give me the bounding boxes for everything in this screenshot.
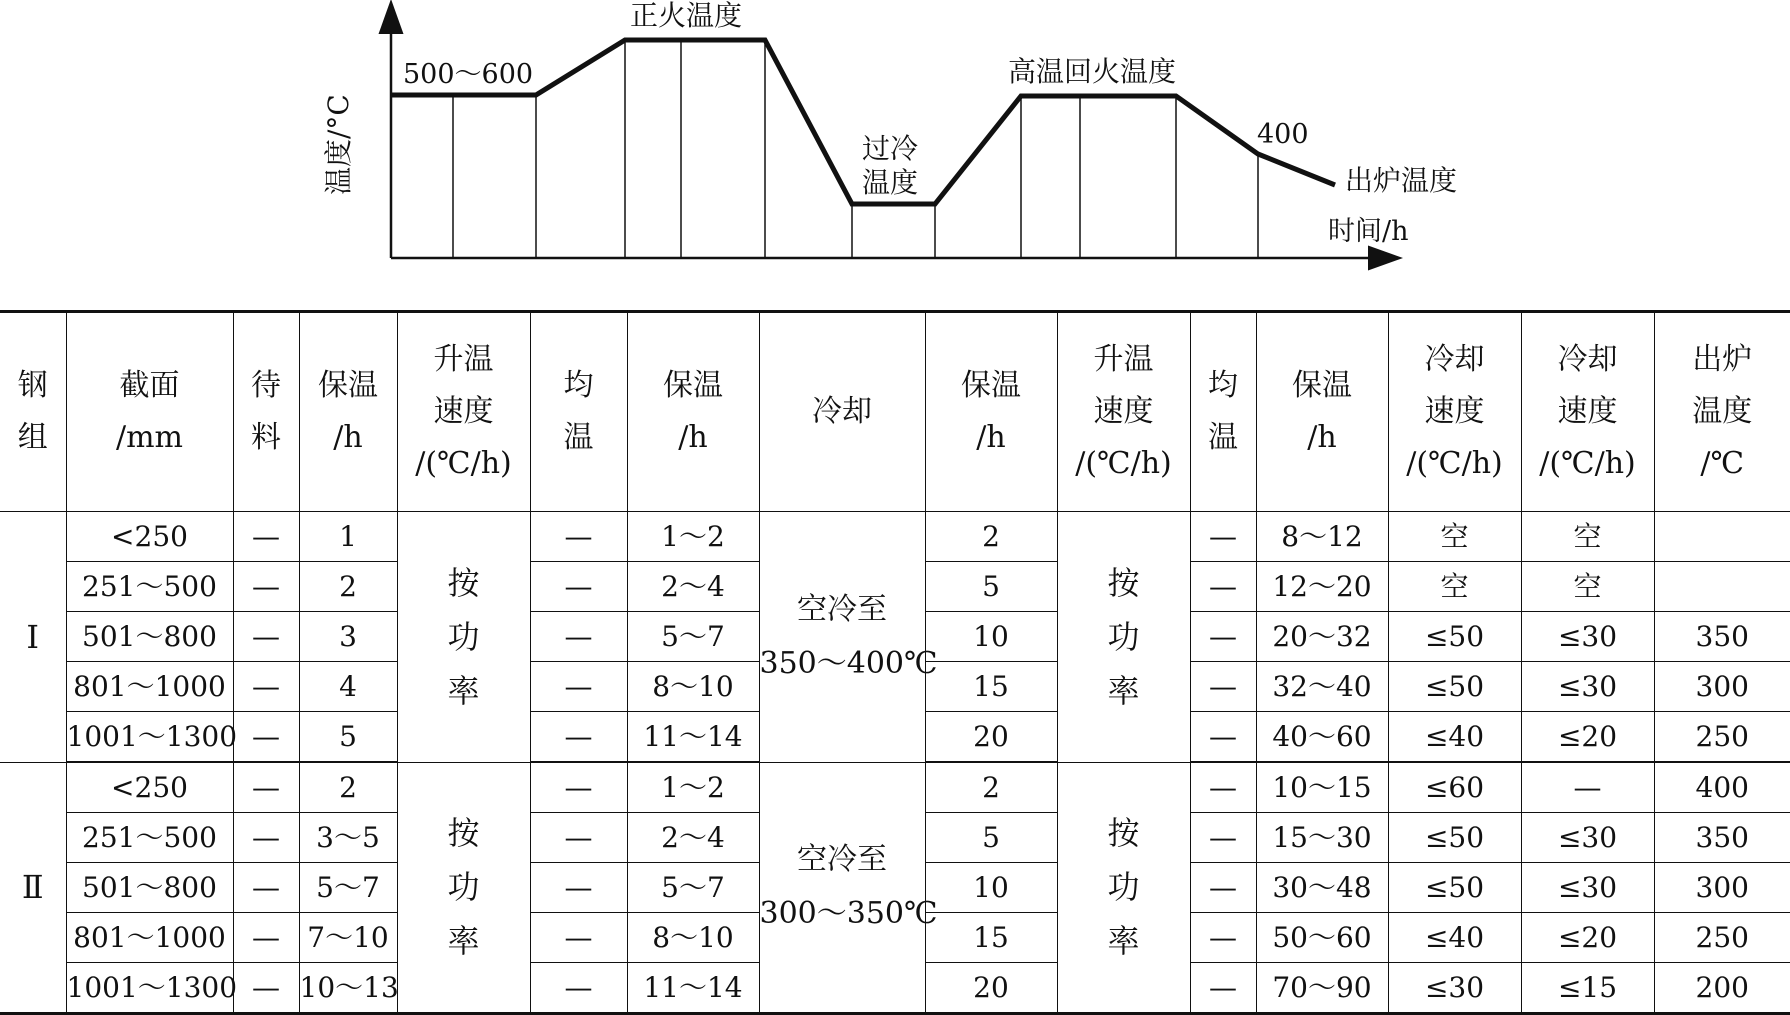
header-cell-line: 温度 (1655, 386, 1790, 438)
header-cell-line: 冷却 (1389, 334, 1521, 386)
cooling-rate-cell: ≤30 (1388, 963, 1521, 1014)
x-axis-label: 时间/h (1328, 216, 1409, 247)
exit-temp-cell: 250 (1654, 913, 1790, 963)
section-cell: 801～1000 (66, 662, 233, 712)
header-cell (299, 312, 397, 512)
heat-treatment-table (0, 310, 1790, 1015)
hold-time-cell: 4 (299, 662, 397, 712)
soak-cell: — (1190, 512, 1256, 562)
hold-time-cell: 30～48 (1256, 863, 1388, 913)
header-cell (1256, 312, 1388, 512)
wait-cell: — (233, 512, 299, 562)
header-cell (1388, 312, 1521, 512)
header-cell-line: /mm (67, 412, 233, 464)
wait-cell: — (233, 712, 299, 763)
header-cell-line: 速度 (1522, 386, 1654, 438)
header-cell (1654, 312, 1790, 512)
soak-cell: — (530, 813, 627, 863)
header-cell-line: 均 (531, 360, 627, 412)
heat-rate-cell-line: 按 (398, 556, 530, 610)
hold-time-cell: 20～32 (1256, 612, 1388, 662)
wait-cell: — (233, 963, 299, 1014)
heat-rate-cell-line: 功 (398, 610, 530, 664)
cooling-rate-cell: ≤50 (1388, 662, 1521, 712)
hold-time-cell: 12～20 (1256, 562, 1388, 612)
cooling-rate-cell: ≤50 (1388, 813, 1521, 863)
cooling-rate-cell: 空 (1521, 512, 1654, 562)
cooling-cell-line: 空冷至 (760, 583, 925, 637)
hold-time-cell: 2 (925, 512, 1057, 562)
wait-cell: — (233, 913, 299, 963)
soak-cell: — (530, 512, 627, 562)
section-cell: 501～800 (66, 863, 233, 913)
soak-cell: — (530, 963, 627, 1014)
hold-time-cell: 2 (299, 562, 397, 612)
soak-cell: — (530, 562, 627, 612)
header-cell (530, 312, 627, 512)
cooling-rate-cell: ≤30 (1521, 662, 1654, 712)
section-cell: 251～500 (66, 562, 233, 612)
header-cell (233, 312, 299, 512)
heat-rate-cell-2 (1057, 512, 1190, 763)
heat-rate-cell-2-line: 按 (1058, 806, 1190, 860)
hold-time-cell: 32～40 (1256, 662, 1388, 712)
cooling-cell (759, 512, 925, 763)
header-cell-line: 冷却 (760, 386, 925, 438)
header-cell-line: 速度 (398, 386, 530, 438)
temp-400-label: 400 (1257, 119, 1309, 150)
header-cell-line: 保温 (926, 360, 1057, 412)
cooling-rate-cell: ≤40 (1388, 913, 1521, 963)
soak-cell: — (530, 712, 627, 763)
section-cell: <250 (66, 762, 233, 813)
hold-time-cell: 11～14 (627, 712, 759, 763)
subcool-temp-label-line1: 过冷 (862, 132, 918, 165)
soak-cell: — (1190, 612, 1256, 662)
heat-rate-cell-line: 率 (398, 914, 530, 968)
table-body (0, 512, 1790, 1014)
hold-time-cell: 5～7 (299, 863, 397, 913)
cooling-cell-line: 300～350℃ (760, 887, 925, 941)
hold-time-cell: 5～7 (627, 612, 759, 662)
hold-time-cell: 3 (299, 612, 397, 662)
header-cell-line: /(℃/h) (1389, 438, 1521, 490)
header-cell-line: /(℃/h) (1522, 438, 1654, 490)
header-cell (1190, 312, 1256, 512)
hold-time-cell: 3～5 (299, 813, 397, 863)
cooling-rate-cell: ≤30 (1521, 813, 1654, 863)
table-row (0, 762, 1790, 813)
section-cell: 1001～1300 (66, 963, 233, 1014)
hold-time-cell: 8～10 (627, 662, 759, 712)
header-cell-line: 均 (1191, 360, 1256, 412)
header-cell-line: 待 (234, 360, 299, 412)
heat-rate-cell-line: 按 (398, 806, 530, 860)
header-cell-line: /℃ (1655, 438, 1790, 490)
wait-cell: — (233, 662, 299, 712)
cooling-cell-line: 空冷至 (760, 833, 925, 887)
cooling-rate-cell: 空 (1388, 562, 1521, 612)
soak-cell: — (1190, 662, 1256, 712)
header-cell-line: 料 (234, 412, 299, 464)
cooling-rate-cell: 空 (1388, 512, 1521, 562)
section-cell: 1001～1300 (66, 712, 233, 763)
hold-time-cell: 10～13 (299, 963, 397, 1014)
hold-time-cell: 11～14 (627, 963, 759, 1014)
header-cell-line: 升温 (398, 334, 530, 386)
exit-temp-cell (1654, 562, 1790, 612)
heat-rate-cell-line: 率 (398, 664, 530, 718)
table-row (0, 512, 1790, 562)
hold-time-cell: 5 (925, 562, 1057, 612)
cooling-rate-cell: ≤50 (1388, 612, 1521, 662)
hold-time-cell: 2～4 (627, 562, 759, 612)
header-cell-line: 截面 (67, 360, 233, 412)
cooling-rate-cell: ≤15 (1521, 963, 1654, 1014)
header-cell (1057, 312, 1190, 512)
hold-time-cell: 7～10 (299, 913, 397, 963)
soak-cell: — (530, 762, 627, 813)
section-cell: <250 (66, 512, 233, 562)
cooling-cell-line: 350～400℃ (760, 637, 925, 691)
section-cell: 801～1000 (66, 913, 233, 963)
header-cell-line: 保温 (1257, 360, 1388, 412)
header-cell-line: 冷却 (1522, 334, 1654, 386)
exit-temp-label: 出炉温度 (1345, 164, 1457, 197)
hold-time-cell: 20 (925, 963, 1057, 1014)
wait-cell: — (233, 762, 299, 813)
cooling-rate-cell: 空 (1521, 562, 1654, 612)
cooling-cell (759, 762, 925, 1014)
hold-time-cell: 10 (925, 863, 1057, 913)
cooling-rate-cell: — (1521, 762, 1654, 813)
heat-treatment-curve-diagram (0, 0, 1790, 300)
header-cell-line: 温 (531, 412, 627, 464)
wait-cell: — (233, 562, 299, 612)
header-cell-line: /(℃/h) (398, 438, 530, 490)
hold-time-cell: 15 (925, 913, 1057, 963)
hold-time-cell: 2～4 (627, 813, 759, 863)
exit-temp-cell: 350 (1654, 813, 1790, 863)
header-cell (66, 312, 233, 512)
hold-time-cell: 8～10 (627, 913, 759, 963)
heat-rate-cell (397, 512, 530, 763)
wait-cell: — (233, 612, 299, 662)
exit-temp-cell: 250 (1654, 712, 1790, 763)
cooling-rate-cell: ≤50 (1388, 863, 1521, 913)
cooling-rate-cell: ≤30 (1521, 612, 1654, 662)
header-cell-line: 保温 (300, 360, 397, 412)
header-cell-line: /h (300, 412, 397, 464)
soak-cell: — (530, 863, 627, 913)
hold-time-cell: 10～15 (1256, 762, 1388, 813)
header-cell-line: 钢 (0, 360, 66, 412)
exit-temp-cell: 400 (1654, 762, 1790, 813)
hold-time-cell: 20 (925, 712, 1057, 763)
wait-cell: — (233, 863, 299, 913)
hold-time-cell: 8～12 (1256, 512, 1388, 562)
header-cell-line: /h (1257, 412, 1388, 464)
cooling-rate-cell: ≤30 (1521, 863, 1654, 913)
soak-cell: — (1190, 863, 1256, 913)
wait-cell: — (233, 813, 299, 863)
header-cell-line: 速度 (1389, 386, 1521, 438)
header-cell-line: /h (628, 412, 759, 464)
header-cell-line: 保温 (628, 360, 759, 412)
exit-temp-cell: 200 (1654, 963, 1790, 1014)
header-cell (925, 312, 1057, 512)
tempering-temp-label: 高温回火温度 (1008, 55, 1176, 88)
table-header (0, 312, 1790, 512)
soak-cell: — (530, 612, 627, 662)
hold-time-cell: 15～30 (1256, 813, 1388, 863)
cooling-rate-cell: ≤60 (1388, 762, 1521, 813)
hold-time-cell: 40～60 (1256, 712, 1388, 763)
hold-time-cell: 1～2 (627, 762, 759, 813)
heat-rate-cell-line: 功 (398, 860, 530, 914)
heat-rate-cell-2-line: 按 (1058, 556, 1190, 610)
header-cell (759, 312, 925, 512)
hold-time-cell: 50～60 (1256, 913, 1388, 963)
soak-cell: — (1190, 712, 1256, 763)
exit-temp-cell: 350 (1654, 612, 1790, 662)
soak-cell: — (1190, 913, 1256, 963)
section-cell: 251～500 (66, 813, 233, 863)
header-cell-line: 出炉 (1655, 334, 1790, 386)
hold-time-cell: 70～90 (1256, 963, 1388, 1014)
header-cell (397, 312, 530, 512)
exit-temp-cell (1654, 512, 1790, 562)
soak-cell: — (530, 662, 627, 712)
preheat-temp-label: 500～600 (403, 59, 533, 90)
normalizing-temp-label: 正火温度 (630, 0, 742, 32)
soak-cell: — (1190, 963, 1256, 1014)
heat-rate-cell-2-line: 功 (1058, 610, 1190, 664)
heat-rate-cell-2 (1057, 762, 1190, 1014)
heat-rate-cell-2-line: 功 (1058, 860, 1190, 914)
header-cell (0, 312, 66, 512)
hold-time-cell: 2 (299, 762, 397, 813)
hold-time-cell: 2 (925, 762, 1057, 813)
hold-time-cell: 10 (925, 612, 1057, 662)
hold-time-cell: 15 (925, 662, 1057, 712)
hold-time-cell: 5 (299, 712, 397, 763)
header-cell-line: 组 (0, 412, 66, 464)
steel-group-cell: Ⅰ (0, 512, 66, 763)
soak-cell: — (1190, 762, 1256, 813)
soak-cell: — (1190, 813, 1256, 863)
heat-rate-cell (397, 762, 530, 1014)
hold-time-cell: 1 (299, 512, 397, 562)
header-cell-line: 速度 (1058, 386, 1190, 438)
heat-rate-cell-2-line: 率 (1058, 664, 1190, 718)
header-cell (627, 312, 759, 512)
header-cell-line: /(℃/h) (1058, 438, 1190, 490)
header-cell-line: 温 (1191, 412, 1256, 464)
soak-cell: — (1190, 562, 1256, 612)
y-axis-label: 温度/°C (322, 94, 355, 195)
header-cell-line: 升温 (1058, 334, 1190, 386)
subcool-temp-label-line2: 温度 (862, 166, 918, 199)
process-table-container (0, 310, 1790, 1015)
cooling-rate-cell: ≤20 (1521, 913, 1654, 963)
header-cell (1521, 312, 1654, 512)
hold-time-cell: 1～2 (627, 512, 759, 562)
section-cell: 501～800 (66, 612, 233, 662)
cooling-rate-cell: ≤20 (1521, 712, 1654, 763)
hold-time-cell: 5 (925, 813, 1057, 863)
exit-temp-cell: 300 (1654, 662, 1790, 712)
hold-time-cell: 5～7 (627, 863, 759, 913)
heat-rate-cell-2-line: 率 (1058, 914, 1190, 968)
soak-cell: — (530, 913, 627, 963)
steel-group-cell: Ⅱ (0, 762, 66, 1014)
exit-temp-cell: 300 (1654, 863, 1790, 913)
header-cell-line: /h (926, 412, 1057, 464)
header-row (0, 312, 1790, 512)
cooling-rate-cell: ≤40 (1388, 712, 1521, 763)
